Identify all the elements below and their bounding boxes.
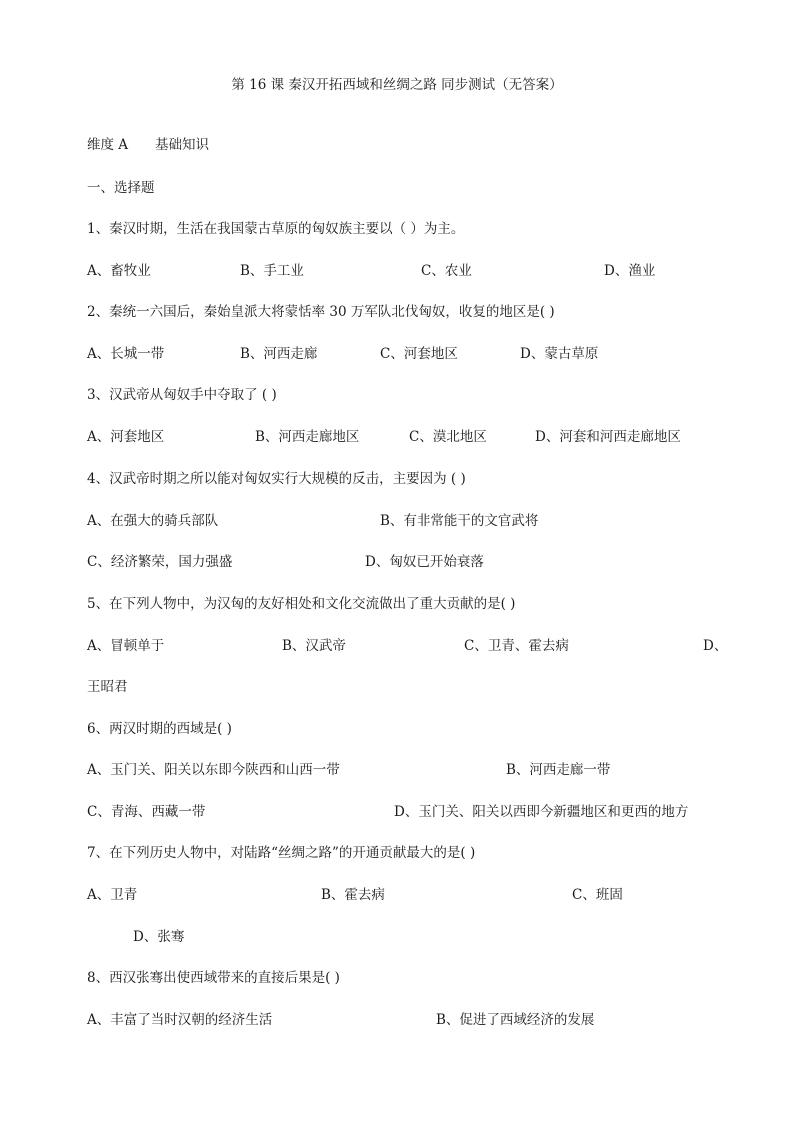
option-d: D、玉门关、阳关以西即今新疆地区和更西的地方	[394, 804, 689, 820]
question-stem: 6、两汉时期的西域是( )	[87, 721, 232, 737]
option-b: B、河西走廊地区	[255, 429, 360, 445]
option-c: C、卫青、霍去病	[464, 638, 569, 654]
option-a: A、畜牧业	[87, 263, 151, 279]
option-b: B、有非常能干的文官武将	[380, 513, 539, 529]
option-b: B、手工业	[240, 263, 304, 279]
option-c: C、青海、西藏一带	[87, 804, 206, 820]
part-heading: 一、选择题	[87, 180, 155, 196]
option-d: D、	[703, 638, 728, 654]
option-c: C、农业	[421, 263, 472, 279]
option-c: C、经济繁荣，国力强盛	[87, 554, 233, 570]
option-c: C、漠北地区	[409, 429, 487, 445]
option-c: C、班固	[572, 887, 623, 903]
option-a: A、长城一带	[87, 346, 165, 362]
section-heading: 维度 A 基础知识	[87, 137, 210, 153]
option-c: C、河套地区	[380, 346, 458, 362]
option-b: B、汉武帝	[282, 638, 346, 654]
option-a: A、在强大的骑兵部队	[87, 513, 219, 529]
option-d: D、张骞	[133, 929, 185, 945]
question-stem: 5、在下列人物中，为汉匈的友好相处和文化交流做出了重大贡献的是( )	[87, 596, 516, 612]
option-a: A、河套地区	[87, 429, 165, 445]
option-d: D、渔业	[604, 263, 656, 279]
page-title: 第 16 课 秦汉开拓西域和丝绸之路 同步测试（无答案）	[231, 77, 563, 93]
question-stem: 8、西汉张骞出使西域带来的直接后果是( )	[87, 970, 340, 986]
option-b: B、河西走廊	[240, 346, 318, 362]
option-a: A、卫青	[87, 887, 138, 903]
option-d: D、河套和河西走廊地区	[535, 429, 681, 445]
option-a: A、丰富了当时汉朝的经济生活	[87, 1012, 273, 1028]
option-a: A、冒顿单于	[87, 638, 165, 654]
question-stem: 2、秦统一六国后，秦始皇派大将蒙恬率 30 万军队北伐匈奴，收复的地区是( )	[87, 304, 555, 320]
option-b: B、促进了西域经济的发展	[436, 1012, 595, 1028]
question-stem: 4、汉武帝时期之所以能对匈奴实行大规模的反击，主要因为 ( )	[87, 471, 466, 487]
option-b: B、河西走廊一带	[506, 762, 611, 778]
option-d: D、蒙古草原	[520, 346, 599, 362]
option-b: B、霍去病	[321, 887, 385, 903]
option-a: A、玉门关、阳关以东即今陕西和山西一带	[87, 762, 340, 778]
question-stem: 3、汉武帝从匈奴手中夺取了 ( )	[87, 387, 277, 403]
option-d: D、匈奴已开始衰落	[365, 554, 484, 570]
question-stem: 7、在下列历史人物中，对陆路“丝绸之路”的开通贡献最大的是( )	[87, 845, 476, 861]
question-stem: 1、秦汉时期，生活在我国蒙古草原的匈奴族主要以（ ）为主。	[87, 221, 465, 237]
option-d-text: 王昭君	[87, 679, 128, 695]
